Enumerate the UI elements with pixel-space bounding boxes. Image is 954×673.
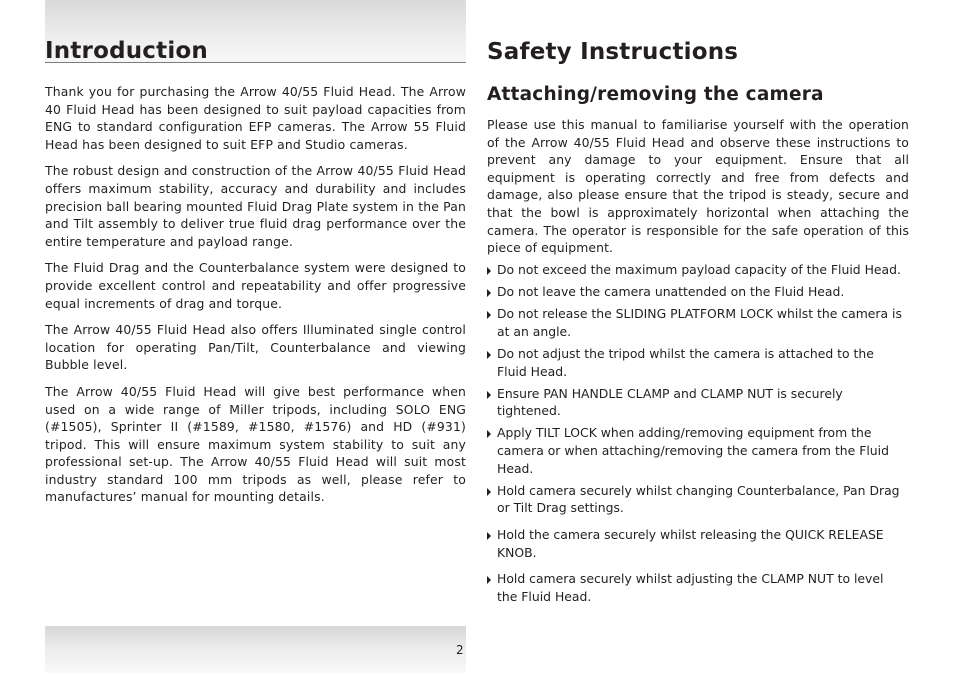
safety-bullet-text: Apply TILT LOCK when adding/removing equipment from the camera or when attaching/removing the camera from the Fluid Head. bbox=[497, 425, 889, 476]
bullet-arrow-icon bbox=[487, 267, 491, 275]
safety-bullet bbox=[487, 570, 902, 605]
intro-paragraph: Thank you for purchasing the Arrow 40/55 Fluid Head. The Arrow 40 Fluid Head has been designed to suit payload capacities from ENG to standard configuration EFP cameras. The Arrow 55 Fluid Head has been designed to suit EFP and Studio cameras. bbox=[45, 84, 466, 152]
bullet-arrow-icon bbox=[487, 391, 491, 399]
bullet-arrow-icon bbox=[487, 488, 491, 496]
safety-bullet-text: Do not exceed the maximum payload capacity of the Fluid Head. bbox=[497, 261, 901, 277]
safety-bullet-text: Do not leave the camera unattended on the Fluid Head. bbox=[497, 283, 845, 299]
bullet-arrow-icon bbox=[487, 311, 491, 319]
bullet-arrow-icon bbox=[487, 351, 491, 359]
bullet-arrow-icon bbox=[487, 430, 491, 438]
safety-bullet bbox=[487, 283, 902, 301]
intro-paragraph: The Arrow 40/55 Fluid Head also offers Illuminated single control location for operating Pan/Tilt, Counterbalance and viewing Bubble level. bbox=[45, 322, 466, 373]
safety-bullet-text: Hold the camera securely whilst releasing the QUICK RELEASE KNOB. bbox=[497, 527, 884, 560]
bullet-arrow-icon bbox=[487, 576, 491, 584]
safety-bullet-text: Hold camera securely whilst adjusting the CLAMP NUT to level the Fluid Head. bbox=[497, 571, 884, 604]
safety-bullet bbox=[487, 385, 902, 420]
safety-bullet-text: Do not adjust the tripod whilst the camera is attached to the Fluid Head. bbox=[497, 345, 874, 379]
safety-bullet-text: Ensure PAN HANDLE CLAMP and CLAMP NUT is securely tightened. bbox=[497, 385, 843, 419]
safety-bullet-list bbox=[487, 261, 909, 606]
introduction-heading: Introduction bbox=[45, 36, 466, 63]
safety-bullet bbox=[487, 261, 902, 279]
bullet-arrow-icon bbox=[487, 532, 491, 540]
safety-bullet bbox=[487, 526, 902, 561]
intro-paragraph: The robust design and construction of the Arrow 40/55 Fluid Head offers maximum stability, accuracy and durability and includes precision ball bearing mounted Fluid Drag Plate system in the Pan and Tilt assembly to deliver true fluid drag performance over the entire temperature and payload range. bbox=[45, 163, 466, 249]
page-number: 2 bbox=[456, 643, 464, 657]
safety-intro-paragraph: Please use this manual to familiarise yourself with the operation of the Arrow 40/55 Fluid Head and observe these instructions to prevent any damage to your equipment. Ensure that all equipment is operating correctly and free from defects and damage, also please ensure that the tripod is steady, secure and that the bowl is approximately horizontal when attaching the camera. The operator is responsible for the safe operation of this piece of equipment. bbox=[487, 117, 909, 256]
safety-heading: Safety Instructions bbox=[487, 39, 739, 65]
safety-bullet bbox=[487, 482, 902, 517]
safety-body bbox=[487, 116, 909, 610]
safety-bullet-text: Hold camera securely whilst changing Counterbalance, Pan Drag or Tilt Drag settings. bbox=[497, 482, 900, 516]
safety-bullet bbox=[487, 305, 902, 340]
intro-paragraph: The Arrow 40/55 Fluid Head will give best performance when used on a wide range of Miller tripods, including SOLO ENG (#1505), Sprinter II (#1589, #1580, #1576) and HD (#931) tripod. This will ensure maximum system stability to suit any professional set-up. The Arrow 40/55 Fluid Head will suit most industry standard 100 mm tripods as well, please refer to manufactures’ manual for mounting details. bbox=[45, 383, 466, 505]
intro-paragraph: The Fluid Drag and the Counterbalance system were designed to provide excellent control and repeatability and offer progressive equal increments of drag and torque. bbox=[45, 260, 466, 311]
safety-bullet bbox=[487, 345, 902, 380]
footer-band bbox=[45, 626, 466, 673]
introduction-body bbox=[45, 83, 466, 515]
bullet-arrow-icon bbox=[487, 289, 491, 297]
attaching-subheading: Attaching/removing the camera bbox=[487, 84, 824, 105]
safety-bullet bbox=[487, 424, 902, 477]
safety-bullet-text: Do not release the SLIDING PLATFORM LOCK whilst the camera is at an angle. bbox=[497, 306, 902, 339]
